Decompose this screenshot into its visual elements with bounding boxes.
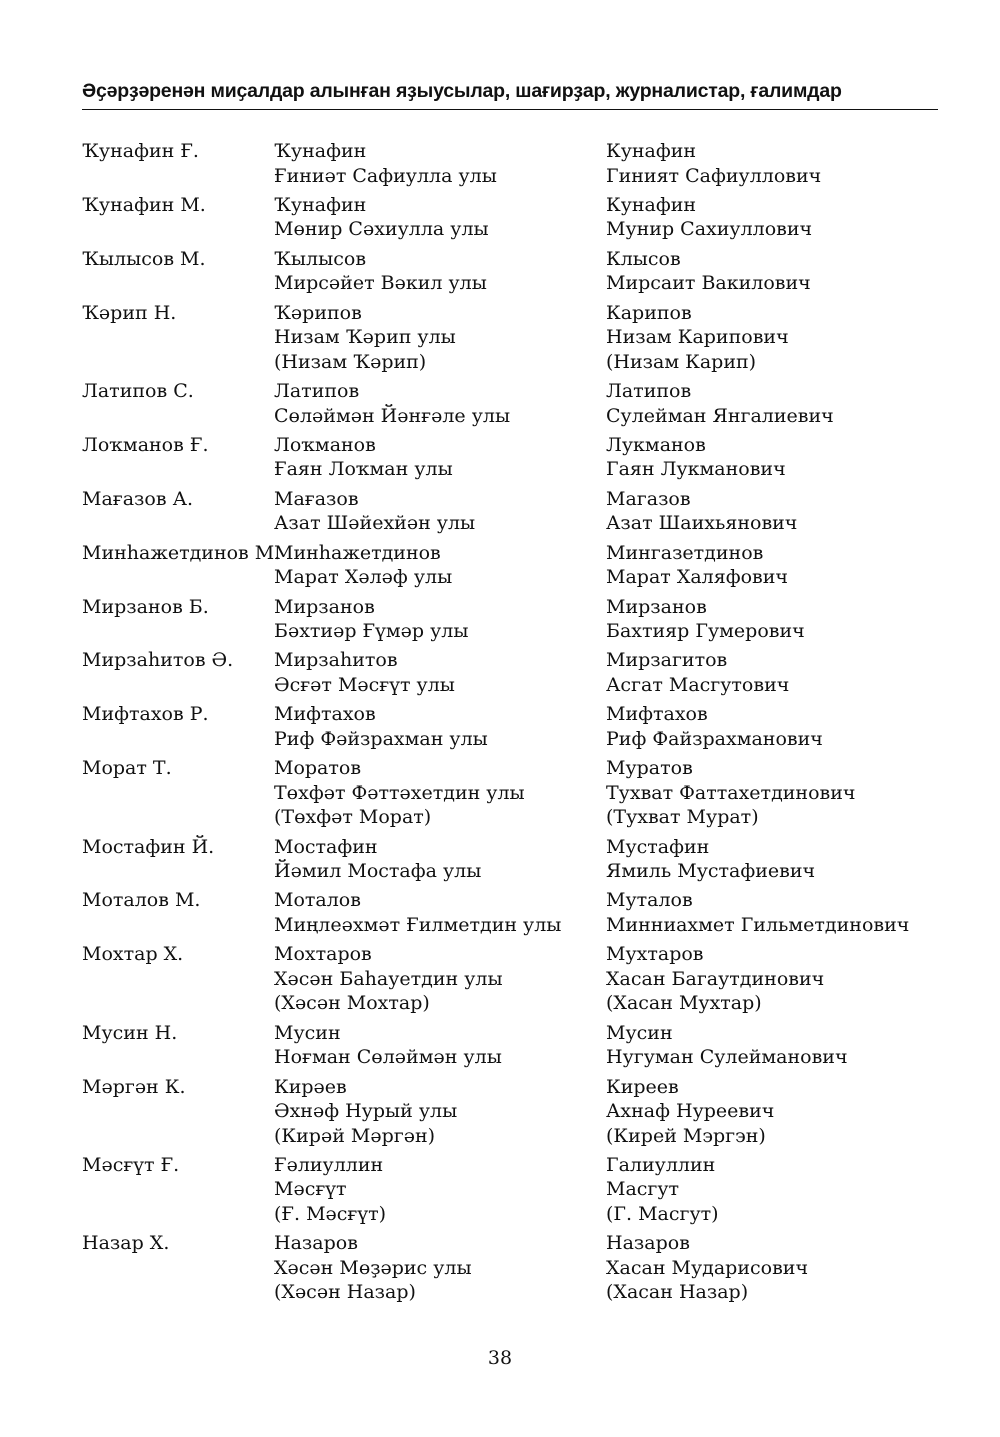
- russian-name-line: Кунафин: [606, 140, 697, 162]
- bashkir-name-line: (Хәсән Назар): [274, 1281, 416, 1304]
- list-item: [0, 1153, 1000, 1227]
- entry-russian-name: [606, 942, 824, 1016]
- bashkir-name-line: Сөләймән Йәнғәле улы: [274, 404, 511, 427]
- russian-name-line: (Хасан Мухтар): [606, 992, 762, 1015]
- russian-name-line: Мирзагитов: [606, 649, 728, 672]
- bashkir-name-line: Әсғәт Мәсғүт улы: [274, 673, 455, 696]
- russian-name-line: Кунафин: [606, 193, 697, 216]
- entry-bashkir-name: [274, 888, 561, 937]
- russian-name-line: Хасан Багаутдинович: [606, 967, 825, 990]
- entry-short-name: Лоҡманов Ғ.: [82, 433, 209, 456]
- entry-bashkir-name: [274, 247, 487, 296]
- russian-name-line: Назаров: [606, 1232, 690, 1255]
- entry-russian-name: [606, 888, 909, 937]
- entry-short-name: Мирзаһитов Ә.: [82, 649, 234, 672]
- list-item: [0, 942, 1000, 1016]
- russian-name-line: Мирзанов: [606, 595, 707, 618]
- entry-bashkir-name: [274, 1075, 457, 1149]
- bashkir-name-line: (Кирәй Мәргән): [274, 1124, 436, 1147]
- entry-bashkir-name: [274, 648, 455, 697]
- list-item: [0, 1231, 1000, 1305]
- bashkir-name-line: Ҡәрипов: [274, 301, 362, 324]
- entry-russian-name: [606, 1231, 808, 1305]
- entry-bashkir-name: [274, 702, 488, 751]
- bashkir-name-line: Бәхтиәр Ғүмәр улы: [274, 620, 469, 642]
- entry-bashkir-name: [274, 541, 452, 590]
- russian-name-line: Гаян Лукманович: [606, 458, 786, 481]
- bashkir-name-line: Минһажетдинов: [274, 541, 441, 564]
- bashkir-name-line: Хәсән Баһауетдин улы: [274, 967, 503, 990]
- russian-name-line: Масгут: [606, 1178, 680, 1201]
- bashkir-name-line: Ғиниәт Сафиулла улы: [274, 164, 497, 187]
- russian-name-line: Мифтахов: [606, 703, 708, 726]
- bashkir-name-line: Ғаян Лоҡман улы: [274, 458, 453, 481]
- entry-russian-name: [606, 379, 834, 428]
- bashkir-name-line: Мусин: [274, 1021, 341, 1044]
- list-item: [0, 487, 1000, 536]
- entry-short-name: Мағазов А.: [82, 487, 194, 510]
- entry-russian-name: [606, 595, 805, 644]
- entry-russian-name: [606, 193, 812, 242]
- bashkir-name-line: Латипов: [274, 380, 360, 402]
- russian-name-line: Асгат Масгутович: [606, 673, 790, 696]
- list-item: [0, 433, 1000, 482]
- entry-short-name: Ҡунафин М.: [82, 193, 206, 216]
- list-item: [0, 1075, 1000, 1149]
- bashkir-name-line: (Хәсән Мохтар): [274, 992, 430, 1015]
- bashkir-name-line: Әхнәф Нурый улы: [274, 1100, 458, 1122]
- russian-name-line: Лукманов: [606, 433, 706, 456]
- bashkir-name-line: Мифтахов: [274, 703, 376, 726]
- russian-name-line: Клысов: [606, 247, 681, 270]
- bashkir-name-line: (Төхфәт Морат): [274, 806, 432, 829]
- entry-russian-name: [606, 1075, 774, 1149]
- list-item: [0, 595, 1000, 644]
- russian-name-line: (Г. Масгут): [606, 1202, 719, 1225]
- bashkir-name-line: Мирзанов: [274, 595, 375, 618]
- entry-short-name: Ҡылысов М.: [82, 247, 206, 270]
- russian-name-line: Мусин: [606, 1021, 673, 1044]
- bashkir-name-line: Моратов: [274, 757, 362, 780]
- entry-russian-name: [606, 702, 823, 751]
- russian-name-line: Низам Карипович: [606, 326, 789, 349]
- entry-russian-name: [606, 301, 789, 375]
- entry-russian-name: [606, 139, 821, 188]
- russian-name-line: Нугуман Сулейманович: [606, 1046, 848, 1069]
- entry-bashkir-name: [274, 487, 475, 536]
- bashkir-name-line: Кирәев: [274, 1075, 347, 1098]
- entry-bashkir-name: [274, 1021, 502, 1070]
- entry-bashkir-name: [274, 433, 453, 482]
- list-item: [0, 193, 1000, 242]
- list-item: [0, 835, 1000, 884]
- entry-russian-name: [606, 1021, 848, 1070]
- russian-name-line: (Хасан Назар): [606, 1281, 749, 1304]
- russian-name-line: Минниахмет Гильметдинович: [606, 913, 910, 936]
- bashkir-name-line: Миңлеәхмәт Ғилметдин улы: [274, 913, 562, 936]
- bashkir-name-line: Ғәлиуллин: [274, 1153, 384, 1176]
- list-item: [0, 541, 1000, 590]
- list-item: [0, 247, 1000, 296]
- russian-name-line: Риф Файзрахманович: [606, 727, 823, 750]
- entry-bashkir-name: [274, 379, 510, 428]
- russian-name-line: Хасан Мударисович: [606, 1256, 809, 1279]
- entry-russian-name: [606, 756, 855, 830]
- bashkir-name-line: Мохтаров: [274, 943, 372, 966]
- russian-name-line: Бахтияр Гумерович: [606, 620, 805, 642]
- page-header: Әҫәрҙәренән миҫалдар алынған яҙыусылар, шағирҙар, журналистар, ғалимдар: [82, 80, 842, 102]
- bashkir-name-line: Ҡылысов: [274, 247, 367, 270]
- entry-short-name: Мохтар Х.: [82, 943, 184, 966]
- russian-name-line: Муратов: [606, 757, 693, 780]
- russian-name-line: Азат Шаихьянович: [606, 512, 798, 535]
- russian-name-line: (Низам Карип): [606, 350, 757, 373]
- bashkir-name-line: Марат Хәләф улы: [274, 566, 453, 589]
- russian-name-line: Марат Халяфович: [606, 566, 788, 589]
- entry-russian-name: [606, 835, 815, 884]
- list-item: [0, 888, 1000, 937]
- entry-russian-name: [606, 247, 811, 296]
- bashkir-name-line: Хәсән Мөҙәрис улы: [274, 1256, 472, 1279]
- entry-bashkir-name: [274, 1231, 472, 1305]
- list-item: [0, 379, 1000, 428]
- russian-name-line: Киреев: [606, 1075, 679, 1098]
- russian-name-line: Гиният Сафиуллович: [606, 164, 822, 187]
- entry-short-name: Морат Т.: [82, 757, 172, 780]
- bashkir-name-line: Мирзаһитов: [274, 649, 398, 672]
- entry-bashkir-name: [274, 595, 468, 644]
- bashkir-name-line: (Низам Ҡәрип): [274, 350, 427, 373]
- bashkir-name-line: Йәмил Мостафа улы: [274, 860, 482, 882]
- bashkir-name-line: Мөнир Сәхиулла улы: [274, 218, 489, 241]
- entry-bashkir-name: [274, 301, 456, 375]
- russian-name-line: (Кирей Мэргэн): [606, 1124, 766, 1147]
- list-item: [0, 301, 1000, 375]
- bashkir-name-line: Мәсғүт: [274, 1178, 347, 1201]
- entry-bashkir-name: [274, 139, 497, 188]
- entry-bashkir-name: [274, 835, 481, 884]
- bashkir-name-line: Низам Ҡәрип улы: [274, 326, 456, 349]
- russian-name-line: Магазов: [606, 487, 691, 510]
- list-item: [0, 702, 1000, 751]
- bashkir-name-line: Мирсәйет Вәкил улы: [274, 272, 487, 295]
- entry-short-name: Мирзанов Б.: [82, 595, 209, 618]
- russian-name-line: Мингазетдинов: [606, 541, 764, 564]
- russian-name-line: Мирсаит Вакилович: [606, 272, 811, 295]
- russian-name-line: Латипов: [606, 380, 692, 402]
- page-number: 38: [487, 1347, 513, 1369]
- entry-bashkir-name: [274, 756, 525, 830]
- entry-short-name: Ҡәрип Н.: [82, 301, 177, 324]
- bashkir-name-line: Азат Шәйехйән улы: [274, 512, 476, 535]
- bashkir-name-line: Мостафин: [274, 835, 378, 858]
- russian-name-line: Карипов: [606, 301, 692, 324]
- bashkir-name-line: Ҡунафин: [274, 140, 367, 162]
- entry-short-name: Мусин Н.: [82, 1021, 178, 1044]
- entry-short-name: Мәсғүт Ғ.: [82, 1153, 180, 1176]
- entry-bashkir-name: [274, 1153, 386, 1227]
- russian-name-line: Ямиль Мустафиевич: [606, 860, 816, 882]
- entry-bashkir-name: [274, 942, 503, 1016]
- bashkir-name-line: Мағазов: [274, 487, 359, 510]
- entry-short-name: Ҡунафин Ғ.: [82, 140, 199, 162]
- list-item: [0, 139, 1000, 188]
- entry-short-name: Мостафин Й.: [82, 835, 215, 858]
- entry-russian-name: [606, 433, 786, 482]
- entry-bashkir-name: [274, 193, 489, 242]
- russian-name-line: Галиуллин: [606, 1153, 716, 1176]
- bashkir-name-line: Риф Фәйзрахман улы: [274, 727, 488, 750]
- entry-short-name: Латипов С.: [82, 380, 194, 402]
- entry-short-name: Мәргән К.: [82, 1075, 186, 1098]
- bashkir-name-line: Моталов: [274, 889, 361, 912]
- bashkir-name-line: Лоҡманов: [274, 433, 376, 456]
- bashkir-name-line: Ноғман Сөләймән улы: [274, 1046, 502, 1069]
- russian-name-line: Тухват Фаттахетдинович: [606, 781, 856, 804]
- entry-short-name: Минһажетдинов М.: [82, 541, 281, 564]
- russian-name-line: Мустафин: [606, 835, 710, 858]
- russian-name-line: Мунир Сахиуллович: [606, 218, 813, 241]
- bashkir-name-line: (Ғ. Мәсғүт): [274, 1202, 387, 1225]
- russian-name-line: Сулейман Янгалиевич: [606, 404, 834, 427]
- bashkir-name-line: Назаров: [274, 1232, 358, 1255]
- russian-name-line: Мухтаров: [606, 943, 704, 966]
- entry-russian-name: [606, 1153, 719, 1227]
- header-divider: [82, 109, 938, 110]
- russian-name-line: (Тухват Мурат): [606, 806, 759, 829]
- list-item: [0, 648, 1000, 697]
- list-item: [0, 756, 1000, 830]
- list-item: [0, 1021, 1000, 1070]
- entry-short-name: Моталов М.: [82, 889, 201, 912]
- russian-name-line: Ахнаф Нуреевич: [606, 1100, 775, 1122]
- entry-short-name: Назар Х.: [82, 1232, 170, 1255]
- bashkir-name-line: Ҡунафин: [274, 193, 367, 216]
- entry-russian-name: [606, 487, 797, 536]
- entry-russian-name: [606, 648, 789, 697]
- entry-list: [0, 139, 1000, 1310]
- entry-russian-name: [606, 541, 788, 590]
- russian-name-line: Муталов: [606, 889, 693, 912]
- entry-short-name: Мифтахов Р.: [82, 703, 209, 726]
- bashkir-name-line: Төхфәт Фәттәхетдин улы: [274, 781, 525, 804]
